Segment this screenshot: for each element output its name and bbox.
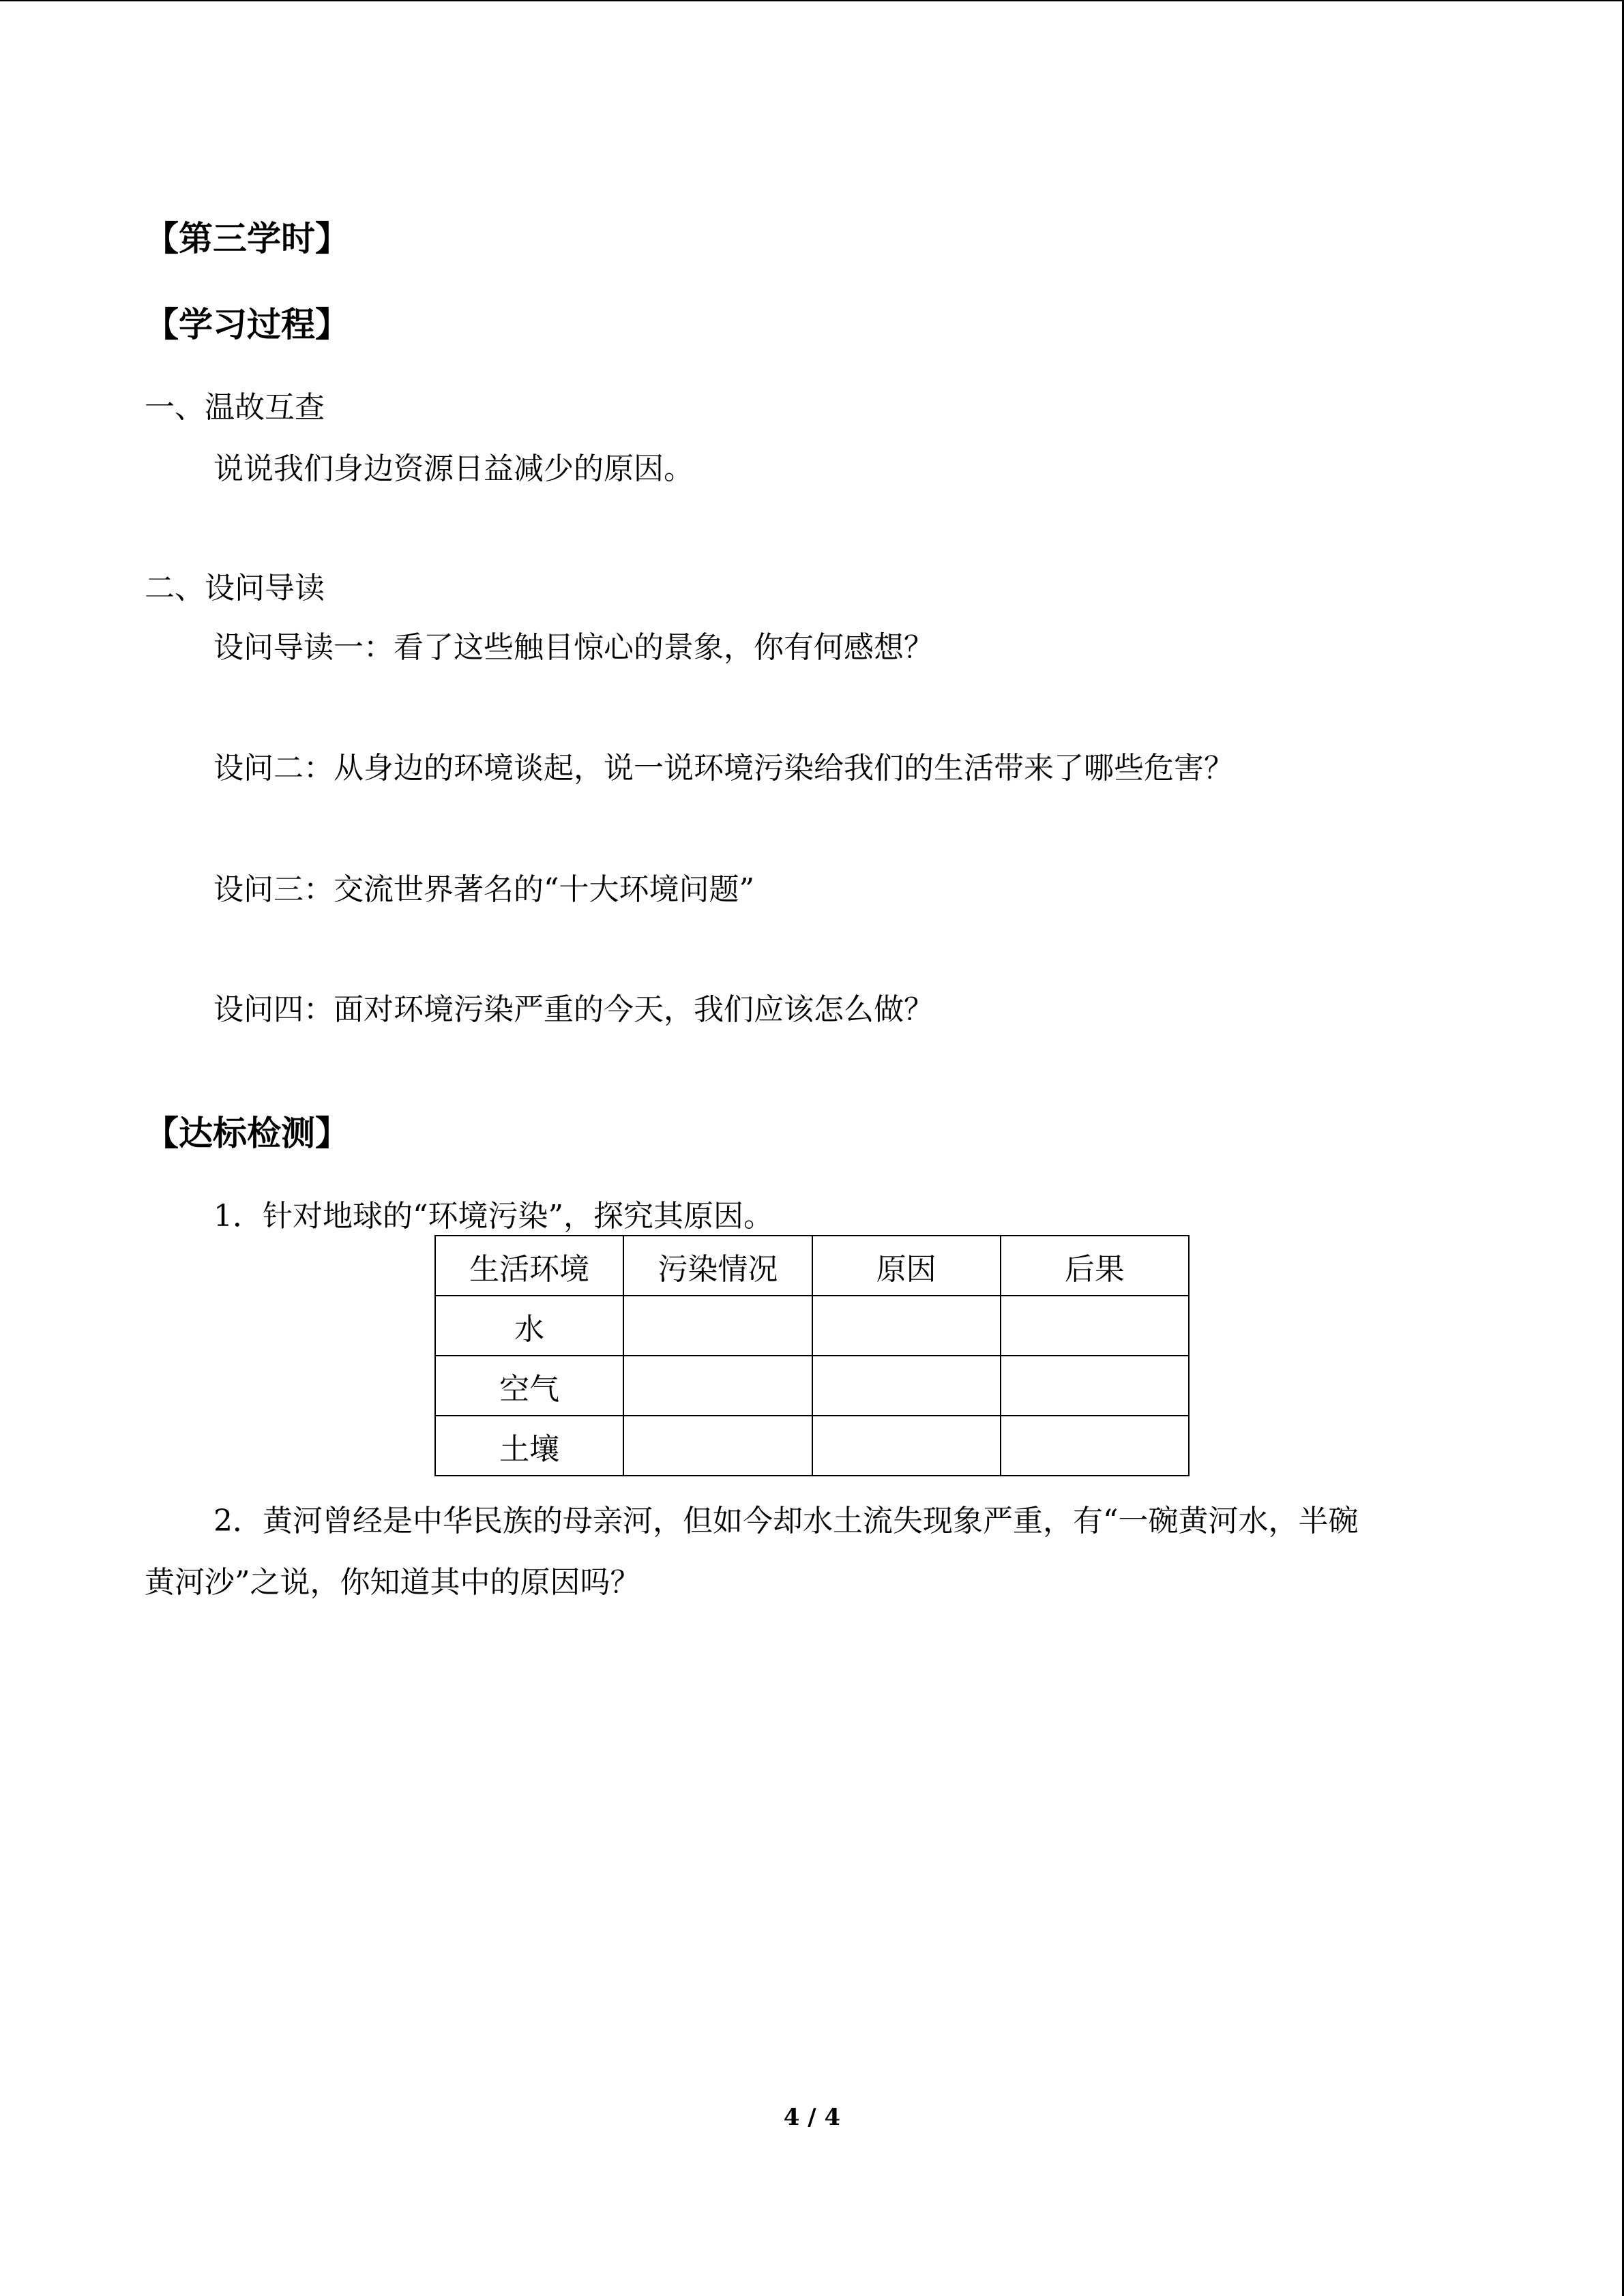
test-question-2-line-2: 黄河沙”之说，你知道其中的原因吗？: [145, 1565, 640, 1600]
table-cell: [623, 1296, 812, 1356]
test-question-1: 1．针对地球的“环境污染”，探究其原因。: [213, 1199, 773, 1234]
table-cell: 水: [435, 1296, 623, 1356]
table-cell: [812, 1356, 1001, 1416]
table-cell: [812, 1296, 1001, 1356]
table-header-row: [435, 1236, 1189, 1296]
guided-question-4: 设问四：面对环境污染严重的今天，我们应该怎么做？: [213, 992, 934, 1027]
section-review-title: 一、温故互查: [145, 390, 325, 425]
top-border-line: [0, 0, 1624, 1]
page-number: 4 / 4: [783, 2104, 841, 2131]
table-header-cell: 后果: [1001, 1236, 1189, 1296]
table-cell: [812, 1416, 1001, 1476]
table-cell: 空气: [435, 1356, 623, 1416]
heading-assessment: 【达标检测】: [145, 1114, 349, 1153]
table-header-cell: 生活环境: [435, 1236, 623, 1296]
table-row: [435, 1356, 1189, 1416]
table-row: [435, 1296, 1189, 1356]
table-cell: [623, 1356, 812, 1416]
table-cell: [1001, 1356, 1189, 1416]
pollution-table: [434, 1235, 1190, 1476]
section-guided-title: 二、设问导读: [145, 571, 325, 606]
table-header-cell: 原因: [812, 1236, 1001, 1296]
heading-third-session: 【第三学时】: [145, 219, 349, 258]
table-cell: [1001, 1416, 1189, 1476]
test-question-2-line-1: 2．黄河曾经是中华民族的母亲河，但如今却水土流失现象严重，有“一碗黄河水，半碗: [213, 1504, 1359, 1538]
table-row: [435, 1416, 1189, 1476]
guided-question-1: 设问导读一：看了这些触目惊心的景象，你有何感想？: [213, 630, 934, 665]
table-cell: 土壤: [435, 1416, 623, 1476]
guided-question-3: 设问三：交流世界著名的“十大环境问题”: [213, 872, 754, 907]
table-cell: [1001, 1296, 1189, 1356]
section-review-prompt: 说说我们身边资源日益减少的原因。: [213, 451, 694, 486]
table-cell: [623, 1416, 812, 1476]
heading-learning-process: 【学习过程】: [145, 305, 349, 344]
guided-question-2: 设问二：从身边的环境谈起，说一说环境污染给我们的生活带来了哪些危害？: [213, 751, 1234, 786]
table-header-cell: 污染情况: [623, 1236, 812, 1296]
